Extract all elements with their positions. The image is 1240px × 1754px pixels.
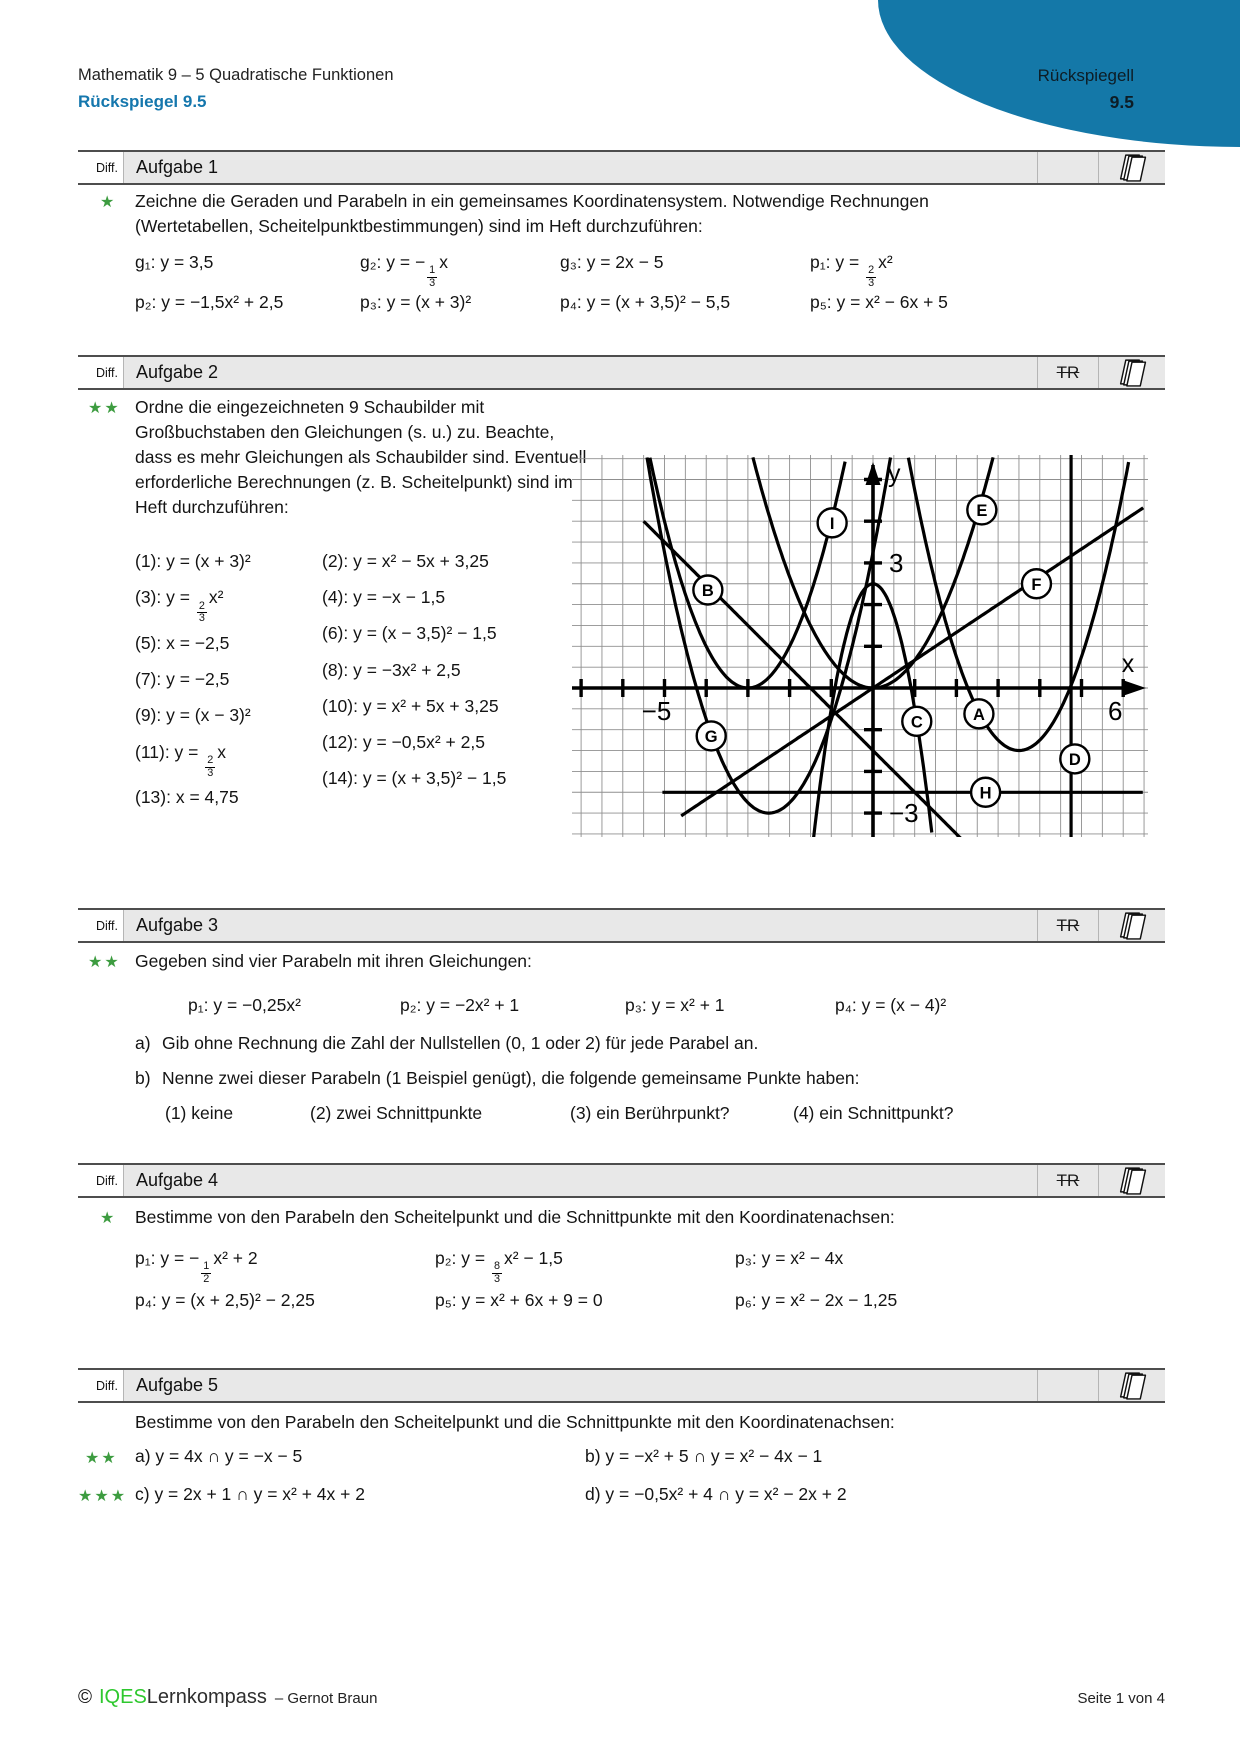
task5-row2-stars: ★★★	[78, 1488, 128, 1505]
task1-tr-cell	[1037, 152, 1098, 183]
equation-9: (9): y = (x − 3)²	[135, 705, 251, 726]
task4-formula-p2: p₂: y = $\frac{8}{3}$ x² − 1,5	[435, 1248, 563, 1286]
task1-formula-p5: p₅: y = x² − 6x + 5	[810, 292, 948, 312]
task3-item-b: Nenne zwei dieser Parabeln (1 Beispiel genügt), die folgende gemeinsame Punkte haben:	[162, 1068, 860, 1088]
task3-option-4: (4) ein Schnittpunkt?	[793, 1103, 954, 1123]
task1-formula-g1: g₁: y = 3,5	[135, 252, 214, 272]
task2-header-bar	[78, 355, 1165, 390]
task4-tr-cell	[1037, 1165, 1098, 1196]
equation-4: (4): y = −x − 1,5	[322, 587, 446, 608]
task3-option-1: (1) keine	[165, 1103, 234, 1123]
task5-item-c: c) y = 2x + 1 ∩ y = x² + 4x + 2	[135, 1484, 365, 1504]
task5-header-bar	[78, 1368, 1165, 1403]
task3-item-a: Gib ohne Rechnung die Zahl der Nullstellen (0, 1 oder 2) für jede Parabel an.	[162, 1033, 759, 1053]
task2-equations-col1	[135, 543, 251, 816]
task5-row1-stars: ★★	[85, 1450, 118, 1467]
svg-text:C: C	[910, 713, 923, 732]
notebook-icon	[1098, 1370, 1165, 1401]
task5-item-a: a) y = 4x ∩ y = −x − 5	[135, 1446, 303, 1466]
svg-text:−3: −3	[889, 798, 919, 829]
task4-formula-p5: p₅: y = x² + 6x + 9 = 0	[435, 1290, 603, 1310]
svg-text:H: H	[979, 784, 992, 803]
task3-option-3: (3) ein Berührpunkt?	[570, 1103, 730, 1123]
corner-label	[1038, 66, 1134, 113]
notebook-icon	[1098, 1165, 1165, 1196]
task1-formula-p1: p₁: y = $\frac{2}{3}$ x²	[810, 252, 893, 290]
course-title: Mathematik 9 – 5 Quadratische Funktionen	[78, 66, 394, 84]
task1-text: Zeichne die Geraden und Parabeln in ein gemeinsames Koordinatensystem. Notwendige Rechnungen (Wertetabellen, Scheitelpunktbestimmungen) sind im Heft durchzuführen:	[135, 191, 929, 236]
corner-number: 9.5	[1109, 92, 1134, 112]
task2-text: Ordne die eingezeichneten 9 Schaubilder mit Großbuchstaben den Gleichungen (s. u.) zu. Beachte, dass es mehr Gleichungen als Schaubilder sind. Eventuell erforderliche Berechnungen (z. B. Scheitelpunkt) sind im Heft durchzuführen:	[135, 397, 587, 517]
coordinate-system-graph	[572, 455, 1148, 837]
svg-text:I: I	[829, 514, 835, 533]
task3-formula-p2: p₂: y = −2x² + 1	[400, 995, 520, 1015]
copyright-symbol: ©	[78, 1687, 92, 1708]
svg-text:D: D	[1068, 750, 1081, 769]
diff-label: Diff.	[78, 357, 124, 388]
equation-8: (8): y = −3x² + 2,5	[322, 659, 461, 680]
svg-text:6: 6	[1107, 696, 1123, 726]
equation-3: (3): y = $\frac{2}{3}$ x²	[135, 587, 224, 625]
page-footer	[78, 1686, 1165, 1709]
task2-tr-cell	[1037, 357, 1098, 388]
task1-formula-p3: p₃: y = (x + 3)²	[360, 292, 472, 312]
task3-formula-p3: p₃: y = x² + 1	[625, 995, 725, 1015]
page-number: Seite 1 von 4	[1077, 1690, 1165, 1707]
equation-2: (2): y = x² − 5x + 3,25	[322, 551, 489, 571]
task1-title: Aufgabe 1	[136, 157, 219, 177]
task5-text: Bestimme von den Parabeln den Scheitelpunkt und die Schnittpunkte mit den Koordinatenachsen:	[135, 1412, 895, 1432]
svg-text:B: B	[701, 582, 714, 601]
brand-iqes: IQES	[99, 1686, 147, 1708]
diff-label: Diff.	[78, 1370, 124, 1401]
svg-text:x: x	[1121, 650, 1135, 678]
task3-difficulty-stars: ★★	[88, 954, 121, 971]
svg-text:F: F	[1031, 575, 1042, 594]
svg-text:A: A	[972, 705, 985, 724]
task1-formula-g2: g₂: y = − $\frac{1}{3}$ x	[360, 252, 448, 290]
page-header	[78, 66, 394, 112]
sheet-title: Rückspiegel 9.5	[78, 92, 207, 111]
corner-title: Rückspiegell	[1037, 66, 1134, 85]
task3-option-2: (2) zwei Schnittpunkte	[310, 1103, 483, 1123]
equation-12: (12): y = −0,5x² + 2,5	[322, 732, 485, 753]
task4-difficulty-stars: ★	[100, 1210, 117, 1227]
notebook-icon	[1098, 152, 1165, 183]
svg-text:y: y	[888, 460, 901, 488]
task1-formula-g3: g₃: y = 2x − 5	[560, 252, 664, 272]
author-name: – Gernot Braun	[274, 1690, 378, 1707]
task3-text: Gegeben sind vier Parabeln mit ihren Gleichungen:	[135, 951, 532, 971]
task4-title: Aufgabe 4	[136, 1170, 219, 1190]
task3-formula-p1: p₁: y = −0,25x²	[188, 995, 301, 1015]
task4-header-bar	[78, 1163, 1165, 1198]
task3-item-b-label: b)	[135, 1068, 151, 1088]
no-calculator-label: TR	[1056, 915, 1080, 935]
no-calculator-label: TR	[1056, 362, 1080, 382]
equation-7: (7): y = −2,5	[135, 669, 230, 690]
task4-formula-p3: p₃: y = x² − 4x	[735, 1248, 844, 1268]
task4-formula-p6: p₆: y = x² − 2x − 1,25	[735, 1290, 898, 1310]
equation-6: (6): y = (x − 3,5)² − 1,5	[322, 623, 497, 644]
equation-1: (1): y = (x + 3)²	[135, 551, 251, 571]
task2-difficulty-stars: ★★	[88, 400, 121, 417]
notebook-icon	[1098, 910, 1165, 941]
task1-header-bar	[78, 150, 1165, 185]
svg-text:3: 3	[889, 547, 904, 578]
task5-item-d: d) y = −0,5x² + 4 ∩ y = x² − 2x + 2	[585, 1484, 847, 1504]
diff-label: Diff.	[78, 910, 124, 941]
svg-text:G: G	[704, 727, 718, 746]
no-calculator-label: TR	[1056, 1170, 1080, 1190]
equation-5: (5): x = −2,5	[135, 633, 230, 654]
task2-title: Aufgabe 2	[136, 362, 219, 382]
task3-item-a-label: a)	[135, 1033, 151, 1053]
equation-11: (11): y = $\frac{2}{3}$ x	[135, 741, 227, 779]
task4-formula-p1: p₁: y = − $\frac{1}{2}$ x² + 2	[135, 1248, 258, 1286]
task5-title: Aufgabe 5	[136, 1375, 219, 1395]
task2-equations-col2	[322, 543, 506, 796]
task1-formula-p4: p₄: y = (x + 3,5)² − 5,5	[560, 292, 731, 312]
task5-tr-cell	[1037, 1370, 1098, 1401]
task1-difficulty-stars: ★	[100, 194, 117, 211]
equation-10: (10): y = x² + 5x + 3,25	[322, 695, 499, 716]
equation-13: (13): x = 4,75	[135, 787, 239, 808]
svg-text:E: E	[976, 501, 988, 520]
task4-formula-p4: p₄: y = (x + 2,5)² − 2,25	[135, 1290, 315, 1310]
equation-14: (14): y = (x + 3,5)² − 1,5	[322, 768, 507, 789]
diff-label: Diff.	[78, 152, 124, 183]
svg-text:−5: −5	[641, 696, 672, 726]
task4-text: Bestimme von den Parabeln den Scheitelpunkt und die Schnittpunkte mit den Koordinatenachsen:	[135, 1207, 895, 1227]
task3-title: Aufgabe 3	[136, 915, 219, 935]
task3-header-bar	[78, 908, 1165, 943]
diff-label: Diff.	[78, 1165, 124, 1196]
notebook-icon	[1098, 357, 1165, 388]
task3-formula-p4: p₄: y = (x − 4)²	[835, 995, 947, 1015]
task1-formula-p2: p₂: y = −1,5x² + 2,5	[135, 292, 284, 312]
task3-tr-cell	[1037, 910, 1098, 941]
task5-item-b: b) y = −x² + 5 ∩ y = x² − 4x − 1	[585, 1446, 823, 1466]
brand-lernkompass: Lernkompass	[146, 1686, 267, 1708]
